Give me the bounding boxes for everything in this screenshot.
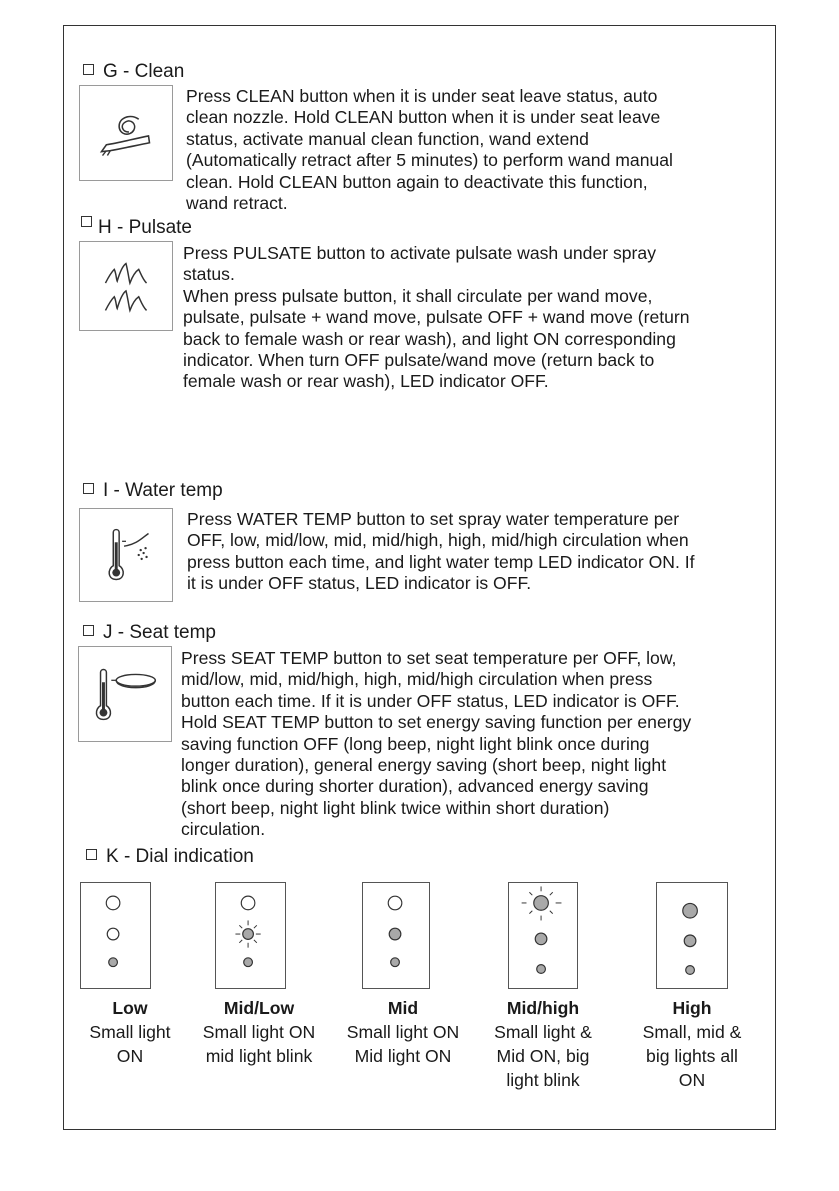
- water-temp-icon: [80, 509, 172, 601]
- big-light-off: [388, 896, 402, 910]
- text-line: clean. Hold CLEAN button again to deactivate this function,: [186, 171, 648, 192]
- dial-desc-line: Mid ON, big: [496, 1046, 590, 1066]
- text-line: When press pulsate button, it shall circulate per wand move,: [183, 285, 653, 306]
- dial-mid-low-caption: [186, 996, 332, 1068]
- text-line: Hold SEAT TEMP button to set energy saving function per energy: [181, 712, 692, 733]
- text-line: Press SEAT TEMP button to set seat temperature per OFF, low,: [181, 648, 677, 668]
- pulsate-icon: [80, 242, 172, 330]
- section-i-heading: I - Water temp: [83, 480, 223, 502]
- dial-high: [656, 882, 728, 989]
- water-temp-icon-box: [79, 508, 173, 602]
- dial-high-caption: [624, 996, 760, 1092]
- text-line: it is under OFF status, LED indicator is OFF.: [187, 573, 532, 594]
- clean-icon: [80, 86, 172, 180]
- text-line: wand retract.: [186, 193, 288, 214]
- big-light-blink: [534, 896, 549, 911]
- text-line: button each time. If it is under OFF status, LED indicator is OFF.: [181, 690, 680, 711]
- clean-icon-box: [79, 85, 173, 181]
- text-line: blink once during shorter duration), advanced energy saving: [181, 776, 649, 797]
- text-line: Press PULSATE button to activate pulsate wash under spray: [183, 243, 656, 263]
- dial-desc-line: Small light ON: [346, 1022, 460, 1042]
- text-line: status, activate manual clean function, wand extend: [186, 128, 589, 149]
- text-line: back to female wash or rear wash), and light ON corresponding: [183, 328, 676, 349]
- dial-desc-line: ON: [678, 1070, 706, 1090]
- dial-title: Mid/Low: [223, 998, 295, 1018]
- dial-lights-icon: [81, 883, 150, 988]
- text-line: OFF, low, mid/low, mid, mid/high, high, mid/high circulation when: [187, 530, 689, 551]
- dial-mid-high: [508, 882, 578, 989]
- mid-light-on: [684, 935, 696, 947]
- seat-temp-icon-box: [78, 646, 172, 742]
- dial-mid-caption: [333, 996, 473, 1068]
- small-light-on: [686, 966, 695, 975]
- text-line: indicator. When turn OFF pulsate/wand move (return back to: [183, 350, 655, 371]
- text-line: Press WATER TEMP button to set spray water temperature per: [187, 509, 680, 529]
- dial-mid-low: [215, 882, 286, 989]
- pulsate-icon-box: [79, 241, 173, 331]
- text-line: saving function OFF (long beep, night light blink once during: [181, 733, 650, 754]
- text-line: status.: [183, 264, 235, 285]
- dial-desc-line: Mid light ON: [354, 1046, 452, 1066]
- small-light-on: [244, 958, 253, 967]
- checkbox-icon: [81, 216, 92, 227]
- dial-title: Mid/high: [506, 998, 580, 1018]
- dial-desc-line: Small, mid &: [642, 1022, 742, 1042]
- checkbox-icon: [83, 625, 94, 636]
- mid-light-off: [107, 928, 119, 940]
- dial-title: Low: [112, 998, 148, 1018]
- mid-light-blink: [243, 929, 254, 940]
- checkbox-icon: [86, 849, 97, 860]
- section-j-text: [181, 648, 771, 841]
- dial-desc-line: big lights all: [646, 1046, 738, 1066]
- dial-lights-icon: [363, 883, 429, 988]
- text-line: (Automatically retract after 5 minutes) to perform wand manual: [186, 150, 673, 171]
- text-line: Press CLEAN button when it is under seat leave status, auto: [186, 86, 658, 106]
- mid-light-on: [535, 933, 547, 945]
- seat-temp-icon: [79, 647, 171, 741]
- checkbox-icon: [83, 64, 94, 75]
- section-h-heading: H - Pulsate: [81, 216, 192, 239]
- text-line: female wash or rear wash), LED indicator OFF.: [183, 371, 549, 392]
- big-light-off: [106, 896, 120, 910]
- dial-mid-high-caption: [478, 996, 608, 1092]
- small-light-on: [109, 958, 118, 967]
- dial-lights-icon: [216, 883, 285, 988]
- dial-low: [80, 882, 151, 989]
- text-line: clean nozzle. Hold CLEAN button when it is under seat leave: [186, 107, 661, 128]
- dial-lights-icon: [509, 883, 577, 988]
- dial-title: High: [672, 998, 712, 1018]
- section-j-heading: J - Seat temp: [83, 622, 216, 644]
- section-h-text: [183, 243, 768, 393]
- dial-low-caption: [72, 996, 188, 1068]
- text-line: (short beep, night light blink twice within short duration): [181, 797, 610, 818]
- text-line: mid/low, mid, mid/high, high, mid/high circulation when press: [181, 669, 653, 690]
- dial-desc-line: mid light blink: [205, 1046, 313, 1066]
- section-i-text: [187, 509, 772, 595]
- dial-desc-line: ON: [116, 1046, 144, 1066]
- small-light-on: [391, 958, 400, 967]
- dial-desc-line: light blink: [506, 1070, 580, 1090]
- big-light-off: [241, 896, 255, 910]
- text-line: circulation.: [181, 819, 266, 840]
- dial-desc-line: Small light &: [494, 1022, 592, 1042]
- big-light-on: [683, 903, 698, 918]
- text-line: longer duration), general energy saving (short beep, night light: [181, 755, 667, 776]
- text-line: press button each time, and light water temp LED indicator ON. If: [187, 551, 695, 572]
- dial-lights-icon: [657, 883, 727, 988]
- dial-desc-line: Small light: [89, 1022, 171, 1042]
- section-g-heading: G - Clean: [83, 61, 184, 83]
- section-g-text: [186, 86, 766, 214]
- small-light-on: [537, 965, 546, 974]
- mid-light-on: [389, 928, 401, 940]
- section-k-heading: K - Dial indication: [86, 846, 254, 868]
- dial-title: Mid: [387, 998, 419, 1018]
- dial-desc-line: Small light ON: [202, 1022, 316, 1042]
- text-line: pulsate, pulsate + wand move, pulsate OFF + wand move (return: [183, 307, 690, 328]
- checkbox-icon: [83, 483, 94, 494]
- dial-mid: [362, 882, 430, 989]
